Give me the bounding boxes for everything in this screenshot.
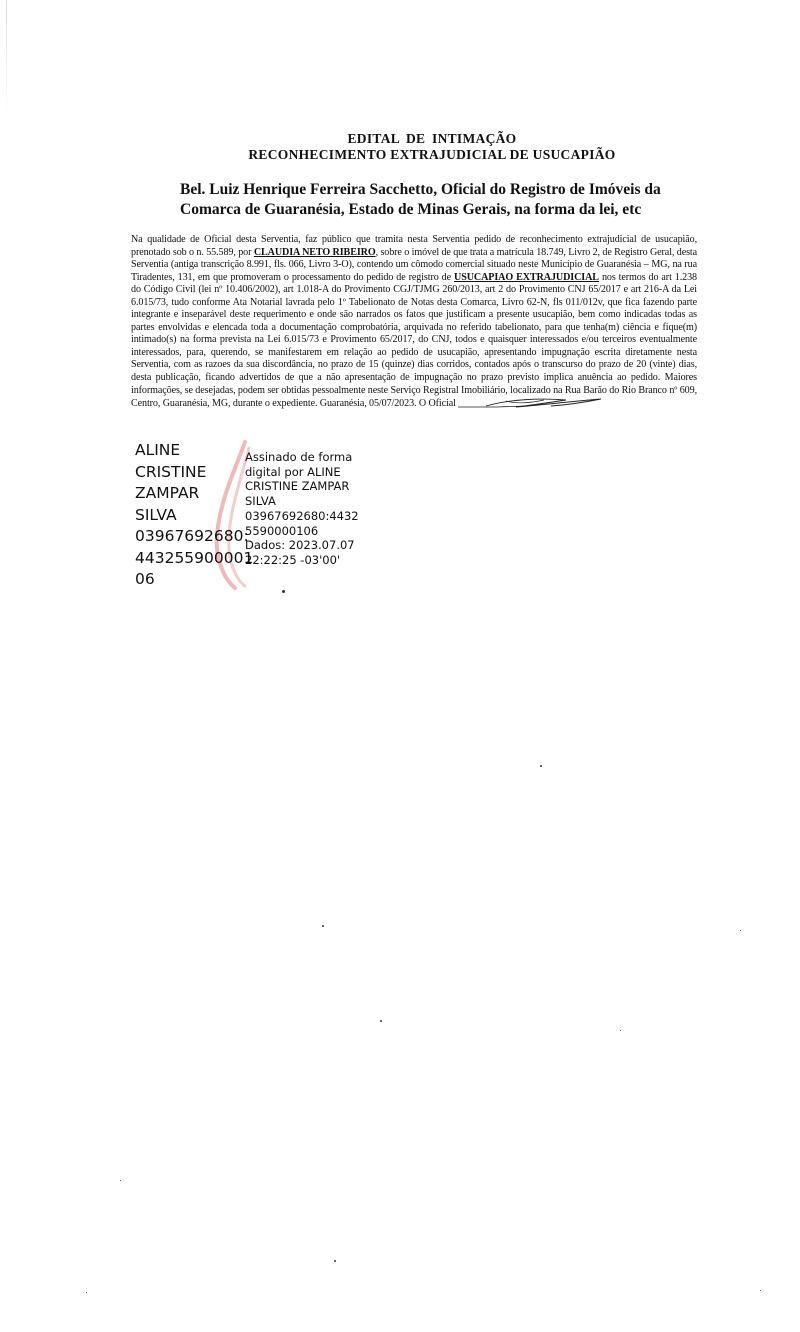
signature-info-line: Assinado de forma [245, 450, 353, 464]
scan-speck [380, 1020, 382, 1022]
signature-info-lines [245, 450, 365, 568]
official-heading: Bel. Luiz Henrique Ferreira Sacchetto, Oficial do Registro de Imóveis da Comarca de Guaranésia, Estado de Minas Gerais, na forma da lei, etc [180, 181, 661, 218]
scan-speck [540, 765, 542, 767]
scan-speck [86, 1292, 87, 1293]
applicant-name: CLAUDIA NETO RIBEIRO [253, 246, 376, 258]
document-subtitle: RECONHECIMENTO EXTRAJUDICIAL DE USUCAPIÃO [248, 147, 616, 162]
usucapiao-term: USUCAPIAO EXTRAJUDICIAL [454, 271, 599, 283]
signature-info-line: 03967692680:4432 [245, 508, 359, 523]
signer-name-lines [135, 440, 255, 591]
handwritten-signature [456, 397, 606, 409]
signer-line: SILVA [135, 505, 177, 524]
scan-speck [620, 1030, 621, 1031]
scan-edge-line [6, 0, 7, 120]
signer-line: CRISTINE [135, 462, 207, 481]
signature-info-line: 5590000106 [245, 523, 319, 538]
notice-body [131, 234, 697, 411]
signature-info-line: CRISTINE ZAMPAR [245, 479, 350, 494]
scan-speck [334, 1260, 336, 1262]
scan-speck [282, 590, 285, 593]
scan-speck [740, 930, 741, 931]
scan-speck [120, 1180, 121, 1181]
body-text-part2: , sobre o imóvel de que trata a matrícula 18.749, Livro 2, de Registro Geral, desta Serventia (antiga transcrição 8.991, fls. 066, Livro 3-O), contendo um cômodo comercial situado neste Município de Guaranésia – MG, na rua Tiradentes, 131, em que promoveram o processamento do pedido de registro de [131, 246, 697, 283]
body-text-part1: Na qualidade de Oficial desta Serventia, faz público que tramita nesta Serventia pedido de reconhecimento extrajudicial de usucapião, prenotado sob o n. 55.589, por [131, 234, 697, 258]
scan-speck [322, 925, 324, 927]
digital-signature-block [135, 440, 375, 590]
signer-line: ALINE [135, 441, 181, 459]
signature-info-line: 22:22:25 -03'00' [245, 552, 341, 567]
body-text-part3: nos termos do art 1.238 do Código Civil (lei nº 10.406/2002), art 1.018-A do Provimento CGJ/TJMG 260/2013, art 2 do Provimento CNJ 65/2017 e art 216-A da Lei 6.015/73, tudo conforme Ata Notarial lavrada pelo 1º Tabelionato de Notas desta Comarca, Livro 62-N, fls 011/012v, que fica fazendo parte integrante e inseparável deste requerimento e onde são narrados os fatos que justificam a presente usucapião, bem como indicadas todas as partes envolvidas e elencada toda a documentação comprobatória, arquivada no referido tabelionato, para que tenha(m) ciência e fique(m) intimado(s) na forma prevista na Lei 6.015/73 e Provimento 65/2017, do CNJ, todos e quaisquer interessados e/ou terceiros eventualmente interessados, para, querendo, se manifestarem em relação ao pedido de usucapião, apresentando impugnação escrita diretamente nesta Serventia, com as razoes da sua discordância, no prazo de 15 (quinze) dias corridos, contados após o transcurso do prazo de 20 (vinte) dias, desta publicação, ficando advertidos de que a não apresentação de impugnação no prazo previsto implica anuência ao pedido. Maiores informações, se desejadas, podem ser obtidas pessoalmente neste Serviço Registral Imobiliário, localizado na Rua Barão do Rio Branco nº 609, Centro, Guaranésia, MG, durante o expediente. Guaranésia, 05/07/2023. O Oficial [131, 271, 697, 410]
signer-line: 03967692680: [135, 527, 249, 545]
signature-info-line: Dados: 2023.07.07 [245, 538, 355, 553]
signer-line: 06 [135, 570, 155, 588]
scan-speck [760, 1290, 761, 1291]
signature-info-line: SILVA [245, 494, 276, 509]
title-block [0, 131, 800, 163]
document-title: EDITAL DE INTIMAÇÃO [347, 131, 517, 146]
signer-line: 443255900001 [135, 548, 254, 567]
signature-info-line: digital por ALINE [245, 464, 341, 479]
signer-line: ZAMPAR [135, 484, 200, 502]
